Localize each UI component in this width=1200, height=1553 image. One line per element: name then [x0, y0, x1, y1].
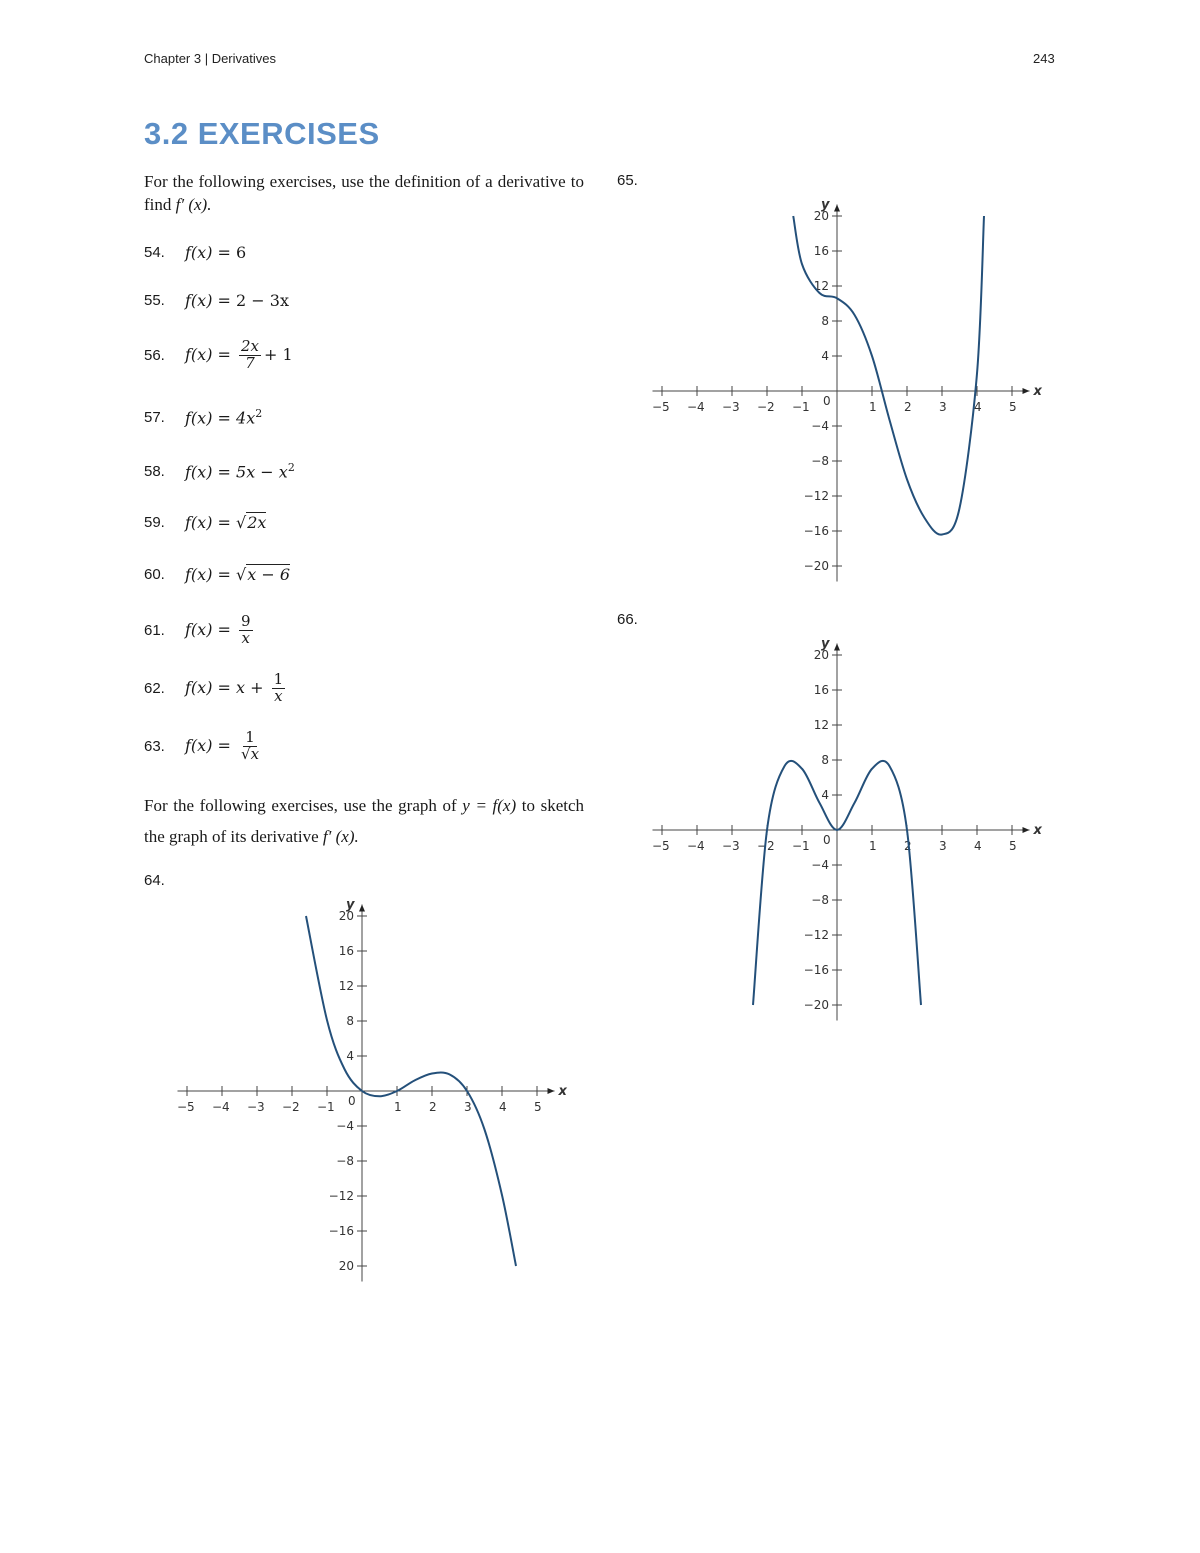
x-tick-label: 4 — [974, 400, 982, 414]
y-tick-label: 16 — [813, 244, 829, 258]
numerator: 1 — [245, 727, 255, 746]
numerator: 9 — [241, 611, 251, 630]
x-tick-label: 0 — [348, 1094, 356, 1108]
function-lhs: f(x) = — [185, 242, 237, 262]
y-tick-label: −20 — [803, 559, 829, 573]
x-tick-label: −5 — [652, 400, 670, 414]
fraction — [239, 611, 253, 647]
x-axis-arrow — [548, 1088, 555, 1094]
x-axis-label: x — [1033, 384, 1042, 399]
y-axis-arrow — [834, 205, 840, 212]
graph-label-64: 64. — [144, 872, 165, 889]
y-tick-label: −16 — [803, 963, 829, 977]
x-tick-label: 1 — [394, 1100, 402, 1114]
denominator: x — [241, 628, 251, 647]
x-tick-label: −1 — [317, 1100, 335, 1114]
function-lhs: f(x) = — [185, 290, 237, 310]
x-tick-label: −4 — [687, 839, 705, 853]
numerator: 1 — [273, 669, 284, 688]
x-axis-arrow — [1023, 827, 1030, 833]
exponent: 2 — [287, 460, 295, 474]
f-prime-notation: f′ (x). — [322, 827, 359, 846]
function-lhs: f(x) = — [185, 462, 237, 482]
fraction — [272, 669, 286, 705]
x-tick-label: −5 — [177, 1100, 195, 1114]
exercise-58 — [144, 456, 295, 486]
x-tick-label: 2 — [904, 839, 912, 853]
exercise-61 — [144, 611, 256, 647]
y-tick-label: −16 — [328, 1224, 354, 1238]
x-tick-label: −3 — [722, 400, 740, 414]
y-tick-label: −20 — [803, 998, 829, 1012]
y-tick-label: 8 — [821, 753, 829, 767]
x-tick-label: −2 — [757, 400, 775, 414]
y-tick-label: −12 — [803, 928, 829, 942]
x-tick-label: 5 — [1009, 839, 1017, 853]
x-tick-label: −4 — [687, 400, 705, 414]
y-tick-label: 20 — [813, 209, 829, 223]
y-tick-label: −4 — [336, 1119, 354, 1133]
y-tick-label: −16 — [803, 524, 829, 538]
denominator: 7 — [245, 353, 255, 372]
function-lhs: f(x) = — [185, 408, 237, 428]
exercise-number: 59. — [144, 513, 165, 531]
intro-text: For the following exercises, use the definition of a derivative to find — [144, 172, 584, 214]
x-tick-label: 3 — [939, 400, 947, 414]
exercise-59: 59. f(x) = √2x — [144, 512, 267, 532]
y-tick-label: −8 — [811, 893, 829, 907]
y-tick-label: 8 — [821, 314, 829, 328]
y-tick-label: 4 — [346, 1049, 354, 1063]
x-tick-label: −3 — [247, 1100, 265, 1114]
x-tick-label: 4 — [974, 839, 982, 853]
function-rhs: 6 — [236, 242, 247, 262]
running-header-chapter: Chapter 3 | Derivatives — [144, 51, 276, 66]
x-axis-label: x — [558, 1084, 567, 1099]
graph-66 — [635, 627, 1055, 1027]
fraction — [239, 727, 261, 763]
intro-paragraph-2 — [144, 790, 584, 852]
x-tick-label: 2 — [904, 400, 912, 414]
fraction — [239, 336, 261, 372]
exercise-54 — [144, 237, 246, 267]
y-tick-label: −12 — [803, 489, 829, 503]
function-lhs: f(x) = — [185, 344, 237, 364]
function-lhs: f(x) = — [185, 735, 237, 755]
numerator: 2x — [241, 336, 260, 355]
y-tick-label: −4 — [811, 419, 829, 433]
x-tick-label: 1 — [869, 400, 877, 414]
exercise-56 — [144, 336, 293, 372]
y-tick-label: −4 — [811, 858, 829, 872]
y-tick-label: 12 — [813, 718, 829, 732]
y-tick-label: −12 — [328, 1189, 354, 1203]
y-tick-label: 8 — [346, 1014, 354, 1028]
exercise-number: 58. — [144, 462, 165, 480]
graph-equation: y = f(x) — [462, 796, 517, 815]
function-curve — [793, 216, 984, 535]
x-tick-label: 5 — [1009, 400, 1017, 414]
graph-64 — [160, 888, 580, 1288]
page-number: 243 — [1033, 51, 1055, 66]
x-tick-label: 0 — [823, 833, 831, 847]
y-axis-arrow — [834, 644, 840, 651]
exponent: 2 — [255, 406, 263, 420]
x-tick-label: −5 — [652, 839, 670, 853]
x-tick-label: 1 — [869, 839, 877, 853]
exercise-number: 62. — [144, 679, 165, 697]
radicand: 2x — [247, 512, 267, 532]
exercise-number: 61. — [144, 621, 165, 639]
y-tick-label: −8 — [811, 454, 829, 468]
radicand: x − 6 — [247, 564, 290, 584]
y-tick-label: 20 — [813, 648, 829, 662]
exercise-55 — [144, 285, 289, 315]
intro-text-a: For the following exercises, use the graph of — [144, 796, 457, 815]
x-tick-label: 5 — [534, 1100, 542, 1114]
x-tick-label: 2 — [429, 1100, 437, 1114]
x-axis-label: x — [1033, 823, 1042, 838]
denominator: √x — [241, 744, 260, 763]
section-title: 3.2 EXERCISES — [144, 116, 380, 151]
exercise-number: 63. — [144, 737, 165, 755]
y-tick-label: 16 — [338, 944, 354, 958]
graph-65 — [635, 188, 1055, 588]
function-lhs: f(x) = — [185, 564, 237, 584]
function-lhs: f(x) = — [185, 512, 237, 532]
graph-label-66: 66. — [617, 611, 638, 628]
function-tail: + 1 — [264, 344, 293, 364]
y-axis-label: y — [821, 197, 830, 213]
exercise-number: 55. — [144, 291, 165, 309]
x-tick-label: 4 — [499, 1100, 507, 1114]
y-axis-arrow — [359, 905, 365, 912]
x-tick-label: 3 — [939, 839, 947, 853]
y-tick-label: 4 — [821, 349, 829, 363]
y-tick-label: −8 — [336, 1154, 354, 1168]
intro-text-b: to sketch the graph of its derivative — [144, 796, 585, 846]
graph-label-65: 65. — [617, 172, 638, 189]
f-prime-notation: f′ (x). — [175, 195, 212, 214]
function-lhs: f(x) = — [185, 619, 237, 639]
y-axis-label: y — [821, 636, 830, 652]
x-tick-label: −2 — [757, 839, 775, 853]
function-rhs: 2 − 3x — [236, 290, 289, 310]
y-tick-label: 16 — [813, 683, 829, 697]
y-tick-label: 12 — [338, 979, 354, 993]
exercise-number: 54. — [144, 243, 165, 261]
exercise-57 — [144, 402, 262, 432]
y-tick-label: 20 — [338, 909, 354, 923]
x-axis-arrow — [1023, 388, 1030, 394]
exercise-number: 60. — [144, 565, 165, 583]
denominator: x — [274, 686, 283, 705]
y-tick-label: 4 — [821, 788, 829, 802]
y-tick-label: 12 — [813, 279, 829, 293]
function-lhs: f(x) = x + — [185, 677, 269, 697]
intro-paragraph-1 — [144, 170, 584, 216]
x-tick-label: −1 — [792, 839, 810, 853]
x-tick-label: −3 — [722, 839, 740, 853]
exercise-60: 60. f(x) = √x − 6 — [144, 564, 290, 584]
exercise-number: 56. — [144, 346, 165, 364]
x-tick-label: −1 — [792, 400, 810, 414]
y-tick-label: 20 — [338, 1259, 354, 1273]
x-tick-label: 3 — [464, 1100, 472, 1114]
x-tick-label: 0 — [823, 394, 831, 408]
function-rhs: 4x — [236, 408, 256, 428]
exercise-63 — [144, 727, 264, 763]
y-axis-label: y — [346, 897, 355, 913]
x-tick-label: −2 — [282, 1100, 300, 1114]
exercise-62 — [144, 669, 288, 705]
function-rhs: 5x − x — [236, 462, 288, 482]
x-tick-label: −4 — [212, 1100, 230, 1114]
exercise-number: 57. — [144, 408, 165, 426]
